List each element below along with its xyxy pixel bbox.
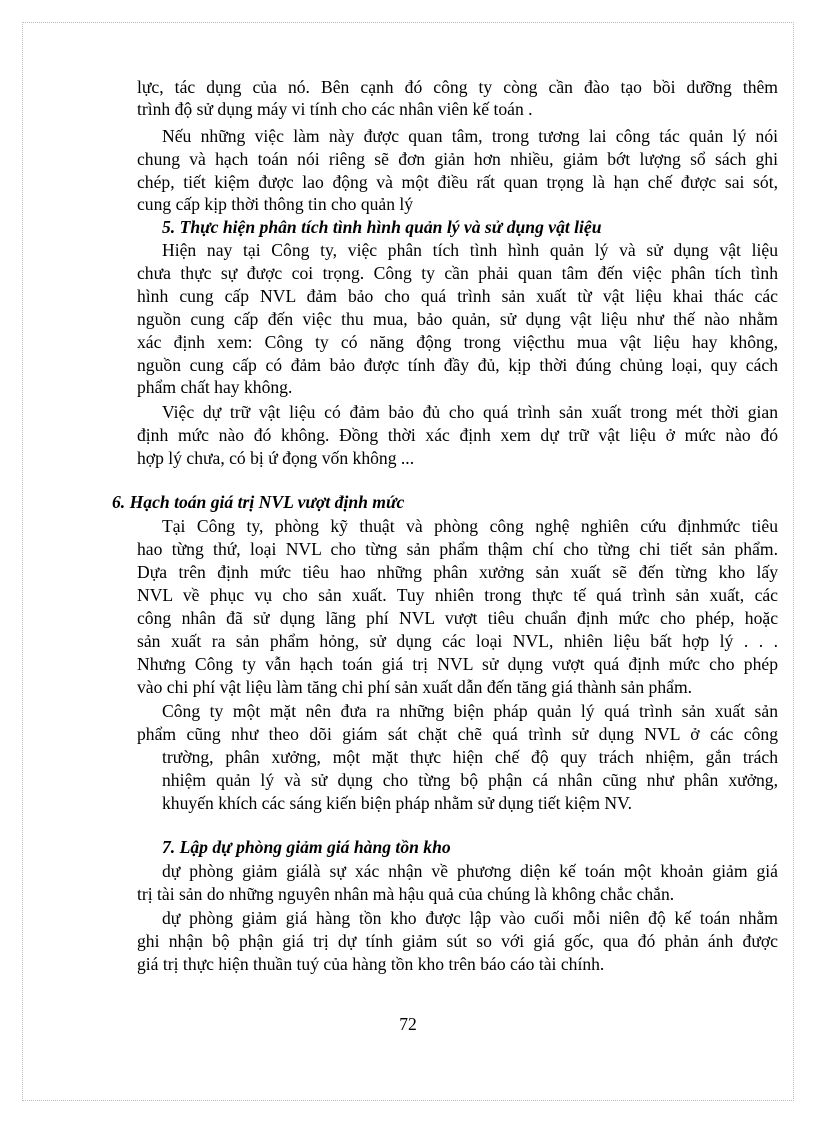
text-line: Nếu những việc làm này được quan tâm, trong tương lai công tác quản lý nói — [162, 126, 778, 146]
text-line: khuyến khích các sáng kiến biện pháp nhằm sử dụng tiết kiệm NV. — [162, 793, 632, 813]
text-line: chép, tiết kiệm được lao động và một điều rất quan trọng là hạn chế được sai sót, — [137, 172, 778, 192]
text-line: cung cấp kịp thời thông tin cho quản lý — [137, 194, 414, 214]
text-line: nguồn cung cấp có đảm bảo được tính đầy đủ, kịp thời đúng chủng loại, quy cách — [137, 355, 778, 375]
text-line: Việc dự trữ vật liệu có đảm bảo đủ cho quá trình sản xuất trong mét thời gian — [162, 402, 778, 422]
text-line: NVL về phục vụ cho sản xuất. Tuy nhiên trong thực tế quá trình sản xuất, các — [137, 585, 778, 605]
text-line: hình cung cấp NVL đảm bảo cho quá trình sản xuất từ vật liệu khai thác các — [137, 286, 778, 306]
text-line: Hiện nay tại Công ty, việc phân tích tình hình quản lý và sử dụng vật liệu — [162, 240, 778, 260]
text-line: Tại Công ty, phòng kỹ thuật và phòng công nghệ nghiên cứu địnhmức tiêu — [162, 516, 778, 536]
text-line: Nhưng Công ty vẫn hạch toán giá trị NVL sử dụng vượt quá định mức cho phép — [137, 654, 778, 674]
text-line: hợp lý chưa, có bị ứ đọng vốn không ... — [137, 448, 415, 468]
section-heading-5: 5. Thực hiện phân tích tình hình quản lý và sử dụng vật liệu — [162, 217, 602, 237]
text-line: xác định xem: Công ty có năng động trong việcthu mua vật liệu hay không, — [137, 332, 778, 352]
text-line: ghi nhận bộ phận giá trị dự tính giảm sút so với giá gốc, qua đó phản ánh được — [137, 931, 778, 951]
text-line: chưa thực sự được coi trọng. Công ty cần phải quan tâm đến việc phân tích tình — [137, 263, 778, 283]
text-line: sản xuất ra sản phẩm hỏng, sử dụng các loại NVL, nhiên liệu bất hợp lý . . . — [137, 631, 778, 651]
text-line: dự phòng giảm giá hàng tồn kho được lập vào cuối mỗi niên độ kế toán nhằm — [162, 908, 778, 928]
page-number: 72 — [399, 1014, 417, 1034]
text-line: hao từng thứ, loại NVL cho từng sản phẩm thậm chí cho từng chi tiết sản phẩm. — [137, 539, 778, 559]
text-line: Dựa trên định mức tiêu hao những phân xưởng sản xuất sẽ đến từng kho lấy — [137, 562, 778, 582]
text-line: công nhân đã sử dụng lãng phí NVL vượt tiêu chuẩn định mức cho phép, hoặc — [137, 608, 778, 628]
section-heading-7: 7. Lập dự phòng giảm giá hàng tồn kho — [162, 837, 451, 857]
text-line: giá trị thực hiện thuần tuý của hàng tồn kho trên báo cáo tài chính. — [137, 954, 605, 974]
section-heading-6: 6. Hạch toán giá trị NVL vượt định mức — [112, 492, 405, 512]
text-line: nhiệm quản lý và sử dụng cho từng bộ phận cá nhân cũng như phân xưởng, — [162, 770, 778, 790]
text-line: trường, phân xưởng, một mặt thực hiện chế độ quy trách nhiệm, gắn trách — [162, 747, 778, 767]
text-line: chung và hạch toán nói riêng sẽ đơn giản hơn nhiều, giảm bớt lượng sổ sách ghi — [137, 149, 778, 169]
text-line: nguồn cung cấp đến việc thu mua, bảo quản, sử dụng vật liệu như thế nào nhằm — [137, 309, 778, 329]
text-line: dự phòng giảm giálà sự xác nhận về phương diện kế toán một khoản giảm giá — [162, 861, 778, 881]
text-line: Công ty một mặt nên đưa ra những biện pháp quản lý quá trình sản xuất sản — [162, 701, 778, 721]
text-line: trình độ sử dụng máy vi tính cho các nhân viên kế toán . — [137, 99, 533, 119]
text-line: phẩm cũng như theo dõi giám sát chặt chẽ quá trình sử dụng NVL ở các công — [137, 724, 778, 744]
text-line: vào chi phí vật liệu làm tăng chi phí sản xuất dẫn đến tăng giá thành sản phẩm. — [137, 677, 693, 697]
text-line: phẩm chất hay không. — [137, 377, 293, 397]
text-line: trị tài sản do những nguyên nhân mà hậu quả của chúng là không chắc chắn. — [137, 884, 675, 904]
text-line: lực, tác dụng của nó. Bên cạnh đó công ty còng cần đào tạo bồi dưỡng thêm — [137, 77, 778, 97]
text-line: định mức nào đó không. Đồng thời xác định xem dự trữ vật liệu ở mức nào đó — [137, 425, 778, 445]
